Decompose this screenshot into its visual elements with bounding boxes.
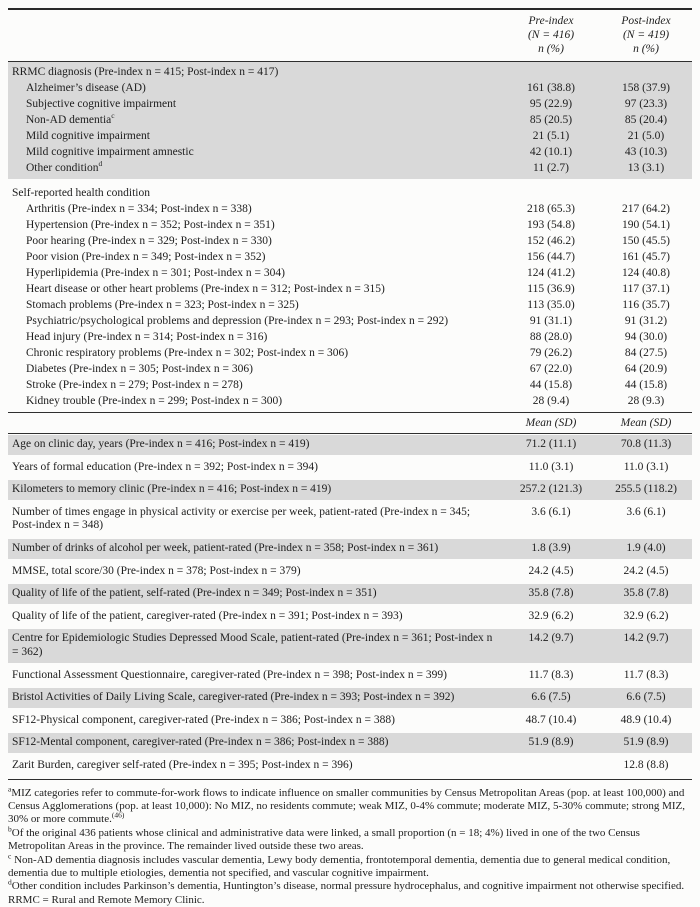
- post-index-value: 217 (64.2): [600, 201, 692, 217]
- pre-index-value: 79 (26.2): [502, 345, 600, 361]
- footnote: [8, 854, 692, 881]
- post-index-value: 97 (23.3): [600, 96, 692, 112]
- table-row: [8, 249, 692, 265]
- table-row: [8, 756, 692, 776]
- table-row: [8, 313, 692, 329]
- post-index-value: 190 (54.1): [600, 217, 692, 233]
- row-label-text: Alzheimer’s disease (AD): [26, 82, 146, 94]
- post-index-value: 28 (9.3): [600, 393, 692, 409]
- post-index-value: 117 (37.1): [600, 281, 692, 297]
- table-row: [8, 361, 692, 377]
- pre-index-value: 21 (5.1): [502, 128, 600, 144]
- post-index-value: 150 (45.5): [600, 233, 692, 249]
- section-header-label: RRMC diagnosis (Pre-index n = 415; Post-index n = 417): [8, 64, 502, 80]
- post-index-value: 35.8 (7.8): [600, 587, 692, 601]
- row-label: [8, 233, 502, 249]
- row-label: [8, 297, 502, 313]
- section-means: [8, 434, 692, 776]
- table-row: [8, 233, 692, 249]
- row-label: [8, 217, 502, 233]
- footnote-superscript: b: [8, 824, 12, 833]
- table-bottom-rule: [8, 779, 692, 780]
- footnote-text: Other condition includes Parkinson’s dementia, Huntington’s disease, normal pressure hydrocephalus, and cognitive impairment not otherwise specified.: [12, 880, 684, 892]
- footnote-text: Non-AD dementia diagnosis includes vascular dementia, Lewy body dementia, frontotemporal dementia, dementia due to general medical condition, dementia due to multiple etiologies, dementia not specified, and vascular cognitive impairment.: [8, 854, 670, 879]
- table-column-headers: [8, 10, 692, 61]
- footnote-text: Of the original 436 patients whose clinical and administrative data were linked, a small proportion (n = 18; 4%) lived in one of the two Census Metropolitan Areas in the province. The remainder lived outside these two areas.: [8, 827, 640, 852]
- row-label: Quality of life of the patient, self-rated (Pre-index n = 349; Post-index n = 351): [8, 587, 502, 601]
- row-label-text: Head injury (Pre-index n = 314; Post-index n = 316): [26, 331, 267, 343]
- post-index-value: 94 (30.0): [600, 329, 692, 345]
- row-label: [8, 393, 502, 409]
- table-row: [8, 562, 692, 582]
- row-label-text: Heart disease or other heart problems (Pre-index n = 312; Post-index n = 315): [26, 283, 385, 295]
- row-label-text: Hypertension (Pre-index n = 352; Post-index n = 351): [26, 219, 275, 231]
- row-label: MMSE, total score/30 (Pre-index n = 378; Post-index n = 379): [8, 565, 502, 579]
- pre-index-column-header: [502, 14, 600, 56]
- row-label-text: Mild cognitive impairment amnestic: [26, 146, 194, 158]
- row-label: Kilometers to memory clinic (Pre-index n = 416; Post-index n = 419): [8, 483, 502, 497]
- footnote-marker: c: [111, 111, 114, 120]
- section-header-row: [8, 64, 692, 80]
- row-label-text: Hyperlipidemia (Pre-index n = 301; Post-index n = 304): [26, 267, 285, 279]
- row-label: Number of times engage in physical activity or exercise per week, patient-rated (Pre-index n = 345; Post-index n = 348): [8, 506, 502, 533]
- row-label: Age on clinic day, years (Pre-index n = 416; Post-index n = 419): [8, 438, 502, 452]
- paper-table-page: [8, 0, 692, 907]
- post-index-value: 6.6 (7.5): [600, 691, 692, 705]
- section-self-reported-health: [8, 184, 692, 412]
- row-label: [8, 313, 502, 329]
- row-label-text: Stomach problems (Pre-index n = 323; Post-index n = 325): [26, 299, 299, 311]
- table-row: [8, 265, 692, 281]
- row-label: Years of formal education (Pre-index n = 392; Post-index n = 394): [8, 461, 502, 475]
- post-index-value: 91 (31.2): [600, 313, 692, 329]
- pre-index-value: 67 (22.0): [502, 361, 600, 377]
- post-index-title: Post-index: [600, 14, 692, 28]
- pre-index-value: 156 (44.7): [502, 249, 600, 265]
- post-index-value: 64 (20.9): [600, 361, 692, 377]
- pre-index-value: 257.2 (121.3): [502, 483, 600, 497]
- table-row: [8, 329, 692, 345]
- table-row: [8, 160, 692, 176]
- table-row: [8, 480, 692, 500]
- pre-index-value: 1.8 (3.9): [502, 542, 600, 556]
- row-label: Centre for Epidemiologic Studies Depressed Mood Scale, patient-rated (Pre-index n = 361; Post-index n = 362): [8, 632, 502, 659]
- pre-index-value: 28 (9.4): [502, 393, 600, 409]
- footnote: [8, 787, 692, 827]
- pre-index-value: 161 (38.8): [502, 80, 600, 96]
- post-index-value: 161 (45.7): [600, 249, 692, 265]
- pre-index-value: 48.7 (10.4): [502, 714, 600, 728]
- row-label: SF12-Physical component, caregiver-rated (Pre-index n = 386; Post-index n = 388): [8, 714, 502, 728]
- post-index-value: 11.7 (8.3): [600, 669, 692, 683]
- row-label: [8, 144, 502, 160]
- table-row: [8, 666, 692, 686]
- pre-index-value: 152 (46.2): [502, 233, 600, 249]
- row-label: [8, 128, 502, 144]
- footnote-marker: d: [99, 159, 103, 168]
- table-row: [8, 377, 692, 393]
- row-label: [8, 249, 502, 265]
- row-label: Number of drinks of alcohol per week, patient-rated (Pre-index n = 358; Post-index n = 361): [8, 542, 502, 556]
- row-label: [8, 361, 502, 377]
- row-label-text: Poor hearing (Pre-index n = 329; Post-index n = 330): [26, 235, 272, 247]
- row-label: Zarit Burden, caregiver self-rated (Pre-index n = 395; Post-index n = 396): [8, 759, 502, 773]
- row-label: Quality of life of the patient, caregiver-rated (Pre-index n = 391; Post-index n = 393): [8, 610, 502, 624]
- row-label-text: Stroke (Pre-index n = 279; Post-index n = 278): [26, 379, 243, 391]
- row-label: [8, 265, 502, 281]
- footnote-reference: (46): [112, 811, 125, 820]
- section-header-row: [8, 185, 692, 201]
- pre-index-value: 85 (20.5): [502, 112, 600, 128]
- mean-sd-header-row: [8, 413, 692, 433]
- post-index-value: 24.2 (4.5): [600, 565, 692, 579]
- post-index-value: 12.8 (8.8): [600, 759, 692, 773]
- row-label-text: Other condition: [26, 162, 99, 174]
- pre-index-value: 91 (31.1): [502, 313, 600, 329]
- footnote: [8, 827, 692, 854]
- footnote: [8, 880, 692, 893]
- row-label-text: Subjective cognitive impairment: [26, 98, 176, 110]
- row-label: [8, 201, 502, 217]
- table-row: [8, 345, 692, 361]
- row-label-text: Chronic respiratory problems (Pre-index n = 302; Post-index n = 306): [26, 347, 348, 359]
- pre-index-value: 42 (10.1): [502, 144, 600, 160]
- post-index-value: 158 (37.9): [600, 80, 692, 96]
- post-index-value: 70.8 (11.3): [600, 438, 692, 452]
- row-label: [8, 281, 502, 297]
- pre-index-value: 11.7 (8.3): [502, 669, 600, 683]
- post-index-value: 51.9 (8.9): [600, 736, 692, 750]
- table-row: [8, 584, 692, 604]
- table-row: [8, 435, 692, 455]
- post-index-column-header: [600, 14, 692, 56]
- row-label-text: Diabetes (Pre-index n = 305; Post-index n = 306): [26, 363, 253, 375]
- row-label: Bristol Activities of Daily Living Scale, caregiver-rated (Pre-index n = 393; Post-index n = 392): [8, 691, 502, 705]
- table-row: [8, 539, 692, 559]
- post-index-value: 32.9 (6.2): [600, 610, 692, 624]
- row-label-text: Non-AD dementia: [26, 114, 111, 126]
- post-index-value: 85 (20.4): [600, 112, 692, 128]
- post-index-value: 84 (27.5): [600, 345, 692, 361]
- pre-index-value: 218 (65.3): [502, 201, 600, 217]
- pre-index-value: 14.2 (9.7): [502, 632, 600, 646]
- row-label-text: Kidney trouble (Pre-index n = 299; Post-index n = 300): [26, 395, 282, 407]
- table-row: [8, 711, 692, 731]
- table-row: [8, 144, 692, 160]
- row-label: [8, 329, 502, 345]
- post-index-value: 1.9 (4.0): [600, 542, 692, 556]
- pre-index-value: 113 (35.0): [502, 297, 600, 313]
- table-row: [8, 393, 692, 409]
- post-index-value: 43 (10.3): [600, 144, 692, 160]
- pre-index-value: 24.2 (4.5): [502, 565, 600, 579]
- row-label: [8, 377, 502, 393]
- section-rrmc-diagnosis: [8, 62, 692, 179]
- pre-index-value: 95 (22.9): [502, 96, 600, 112]
- row-label: SF12-Mental component, caregiver-rated (Pre-index n = 386; Post-index n = 388): [8, 736, 502, 750]
- post-index-value: 255.5 (118.2): [600, 483, 692, 497]
- footnote: [8, 894, 692, 907]
- table-row: [8, 80, 692, 96]
- section-header-label: Self-reported health condition: [8, 185, 502, 201]
- footnote-superscript: c: [8, 851, 11, 860]
- table-row: [8, 201, 692, 217]
- post-index-unit: n (%): [600, 42, 692, 56]
- row-label-text: Psychiatric/psychological problems and depression (Pre-index n = 293; Post-index n = 292): [26, 315, 448, 327]
- row-label-text: Mild cognitive impairment: [26, 130, 150, 142]
- pre-index-value: 124 (41.2): [502, 265, 600, 281]
- row-label: [8, 112, 502, 128]
- table-row: [8, 503, 692, 536]
- table-row: [8, 128, 692, 144]
- pre-index-value: 32.9 (6.2): [502, 610, 600, 624]
- table-row: [8, 458, 692, 478]
- row-label: Functional Assessment Questionnaire, caregiver-rated (Pre-index n = 398; Post-index n = 399): [8, 669, 502, 683]
- pre-index-value: 11.0 (3.1): [502, 461, 600, 475]
- table-row: [8, 688, 692, 708]
- pre-index-value: 193 (54.8): [502, 217, 600, 233]
- pre-index-value: 35.8 (7.8): [502, 587, 600, 601]
- pre-index-value: 71.2 (11.1): [502, 438, 600, 452]
- post-index-value: 124 (40.8): [600, 265, 692, 281]
- footnote-text: MIZ categories refer to commute-for-work flows to indicate influence on smaller communities by Census Metropolitan Areas (pop. at least 100,000) and Census Agglomerations (pop. at least 10,000): No MIZ, no residents commute; weak MIZ, 0-4% commute; moderate MIZ, 5-30% commute; strong MIZ, 30% or more commute.: [8, 787, 685, 826]
- diagnosis-rows: [8, 80, 692, 176]
- pre-index-value: 115 (36.9): [502, 281, 600, 297]
- pre-index-n: (N = 416): [502, 28, 600, 42]
- pre-index-value: 3.6 (6.1): [502, 506, 600, 520]
- row-label: [8, 96, 502, 112]
- pre-index-value: 6.6 (7.5): [502, 691, 600, 705]
- pre-index-value: 51.9 (8.9): [502, 736, 600, 750]
- health-rows: [8, 201, 692, 409]
- row-label-text: Poor vision (Pre-index n = 349; Post-index n = 352): [26, 251, 265, 263]
- post-index-value: 21 (5.0): [600, 128, 692, 144]
- footnote-superscript: a: [8, 784, 11, 793]
- post-index-value: 14.2 (9.7): [600, 632, 692, 646]
- pre-index-mean-sd-header: Mean (SD): [502, 416, 600, 430]
- post-index-n: (N = 419): [600, 28, 692, 42]
- table-row: [8, 112, 692, 128]
- table-row: [8, 607, 692, 627]
- pre-index-unit: n (%): [502, 42, 600, 56]
- table-row: [8, 217, 692, 233]
- post-index-value: 44 (15.8): [600, 377, 692, 393]
- row-label-text: Arthritis (Pre-index n = 334; Post-index n = 338): [26, 203, 252, 215]
- table-row: [8, 629, 692, 662]
- footnote-superscript: d: [8, 878, 12, 887]
- row-label: [8, 345, 502, 361]
- table-row: [8, 281, 692, 297]
- pre-index-value: 88 (28.0): [502, 329, 600, 345]
- pre-index-value: 11 (2.7): [502, 160, 600, 176]
- post-index-mean-sd-header: Mean (SD): [600, 416, 692, 430]
- post-index-value: 116 (35.7): [600, 297, 692, 313]
- pre-index-value: 44 (15.8): [502, 377, 600, 393]
- row-label: [8, 160, 502, 176]
- table-row: [8, 733, 692, 753]
- footnote-text: RRMC = Rural and Remote Memory Clinic.: [8, 894, 205, 906]
- table-row: [8, 297, 692, 313]
- pre-index-title: Pre-index: [502, 14, 600, 28]
- table-row: [8, 96, 692, 112]
- post-index-value: 13 (3.1): [600, 160, 692, 176]
- row-label: [8, 80, 502, 96]
- post-index-value: 3.6 (6.1): [600, 506, 692, 520]
- post-index-value: 11.0 (3.1): [600, 461, 692, 475]
- post-index-value: 48.9 (10.4): [600, 714, 692, 728]
